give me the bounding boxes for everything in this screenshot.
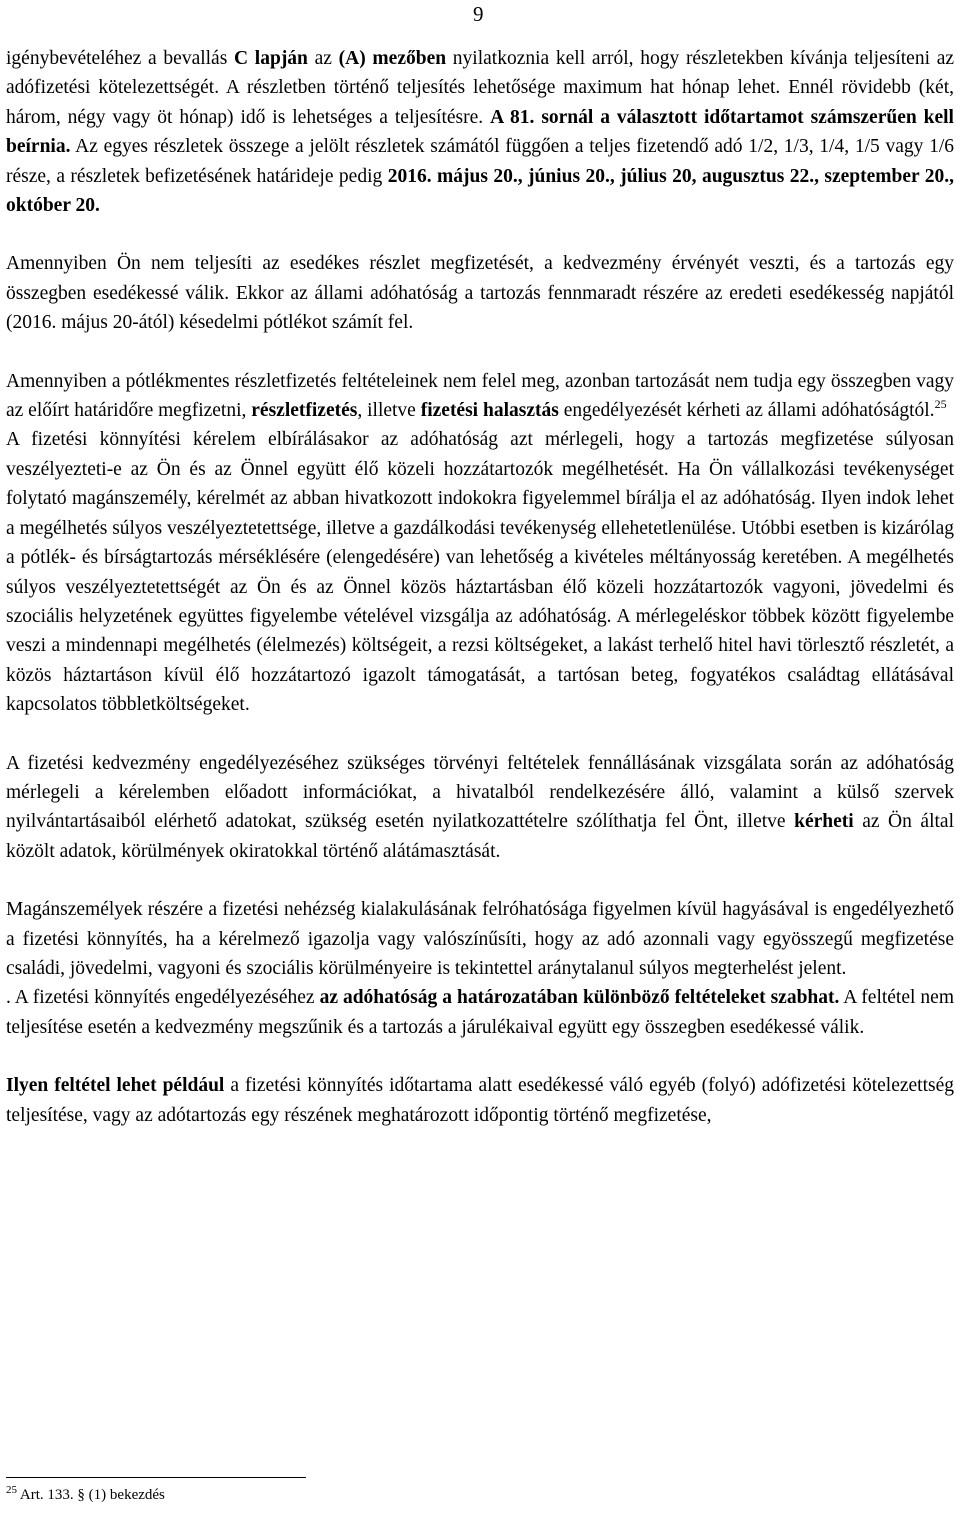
text-run: az Ön által közölt adatok, körülmények okiratokkal történő alátámasztását.	[6, 811, 954, 862]
bold-text: az adóhatóság a határozatában különböző feltételeket szabhat.	[319, 987, 840, 1009]
footnote-reference[interactable]: 25	[934, 397, 947, 412]
bold-text: kérheti	[794, 811, 854, 833]
paragraph-assessment: A fizetési könnyítési kérelem elbírálásakor az adóhatóság azt mérlegeli, hogy a tartozás megfizetése súlyosan veszélyezteti-e az Ön és az Önnel együtt élő közeli hozzátartozók megélhetését. Ha Ön vállalkozási tevékenységet folytató magánszemély, kérelmét az abban hivatkozott indokokra figyelemmel bírálja el az adóhatóság. Ilyen indok lehet a megélhetés súlyos veszélyeztetettsége, illetve a gazdálkodási tevékenység ellehetetlenülése. Utóbbi esetben is kizárólag a pótlék- és bírságtartozás mérséklésére (elengedésére) van lehetőség a kivételes méltányosság keretében. A megélhetés súlyos veszélyeztetettségét az Ön és az Önnel közös háztartásban élő közeli hozzátartozók vagyoni, jövedelmi és szociális helyzetének együttes figyelembe vételével vizsgálja az adóhatóság. A mérlegeléskor többek között figyelembe veszi a mindennapi megélhetés (élelmezés) költségeit, a rezsi költségeket, a lakást terhelő hitel havi törlesztő részletét, a közös háztartáson kívül élő hozzátartozó igazolt támogatását, a tartósan beteg, fogyatékos családtag ellátásával kapcsolatos többletköltségeket.	[6, 429, 954, 716]
text-run: Amennyiben a pótlékmentes részletfizetés feltételeinek nem felel meg, azonban tartozását nem tudja egy összegben vagy az előírt határidőre megfizetni,	[6, 370, 954, 422]
text-run: az	[307, 48, 339, 69]
text-run: engedélyezését kérheti az állami adóhatóságtól.	[558, 400, 935, 422]
bold-deadline-dates: 2016. május 20., június 20., július 20, augusztus 22., szeptember 20., október 20.	[6, 165, 954, 217]
footnote-text: Art. 133. § (1) bekezdés	[17, 1487, 165, 1503]
bold-text: C lapján	[234, 48, 308, 69]
paragraph-late-payment: Amennyiben Ön nem teljesíti az esedékes részlet megfizetését, a kedvezmény érvényét veszti, és a tartozás egy összegben esedékessé válik. Ekkor az állami adóhatóság a tartozás fennmaradt részére az eredeti esedékesség napjától (2016. május 20-ától) késedelmi pótlékot számít fel.	[6, 253, 954, 334]
bold-text: Ilyen feltétel lehet például	[6, 1075, 225, 1097]
text-run: igénybevételéhez a bevallás	[6, 48, 235, 69]
page-number: 9	[473, 2, 484, 26]
paragraph-conditions	[6, 983, 954, 1042]
bold-text: részletfizetés	[251, 400, 358, 422]
bold-text: (A) mezőben	[338, 48, 447, 69]
text-run: nyilatkoznia kell arról, hogy részletekben kívánja teljesíteni az adófizetési kötelezettségét. A részletben történő teljesítés lehetősége maximum hat hónap lehet. Ennél rövidebb (két, három, négy vagy öt hónap) idő is lehetséges a teljesítésre.	[6, 48, 955, 128]
footnote-number: 25	[6, 1484, 17, 1496]
bold-text: A 81. sornál a választott időtartamot számszerűen kell beírnia.	[6, 106, 954, 158]
text-run: , illetve	[357, 400, 421, 422]
document-body	[6, 44, 954, 1130]
text-run: Az egyes részletek összege a jelölt részletek számától függően a teljes fizetendő adó 1/2, 1/3, 1/4, 1/5 vagy 1/6 része, a részletek befizetésének határideje pedig	[6, 136, 954, 187]
bold-text: fizetési halasztás	[420, 400, 559, 422]
text-run: . A fizetési könnyítés engedélyezéséhez	[6, 987, 320, 1009]
paragraph-example-condition	[6, 1071, 954, 1130]
text-run: A fizetési kedvezmény engedélyezéséhez szükséges törvényi feltételek fennállásának vizsgálata során az adóhatóság mérlegeli a kérelemben előadott információkat, a hivatalból rendelkezésére álló, valamint a külső szervek nyilvántartásaiból elérhető adatokat, szükség esetén nyilatkozattételre szólíthatja fel Önt, illetve	[6, 752, 954, 833]
footnote-divider	[6, 1477, 306, 1478]
text-run: A feltétel nem teljesítése esetén a kedvezmény megszűnik és a tartozás a járulékaival együtt egy összegben esedékessé válik.	[6, 987, 954, 1038]
paragraph-installment-request	[6, 367, 954, 426]
footnote	[6, 1485, 165, 1505]
paragraph-installment-declaration	[6, 44, 954, 220]
text-run: a fizetési könnyítés időtartama alatt esedékessé váló egyéb (folyó) adófizetési kötelezettség teljesítése, vagy az adótartozás egy részének meghatározott időpontig történő megfizetése,	[6, 1075, 954, 1126]
paragraph-private-persons: Magánszemélyek részére a fizetési nehézség kialakulásának felróhatósága figyelmen kívül hagyásával is engedélyezhető a fizetési könnyítés, ha a kérelmező igazolja vagy valószínűsíti, hogy az adó azonnali vagy egyösszegű megfizetése családi, jövedelmi, vagyoni és szociális körülményeire is tekintettel aránytalanul súlyos megterhelést jelent.	[6, 899, 954, 979]
paragraph-legal-conditions	[6, 749, 954, 867]
